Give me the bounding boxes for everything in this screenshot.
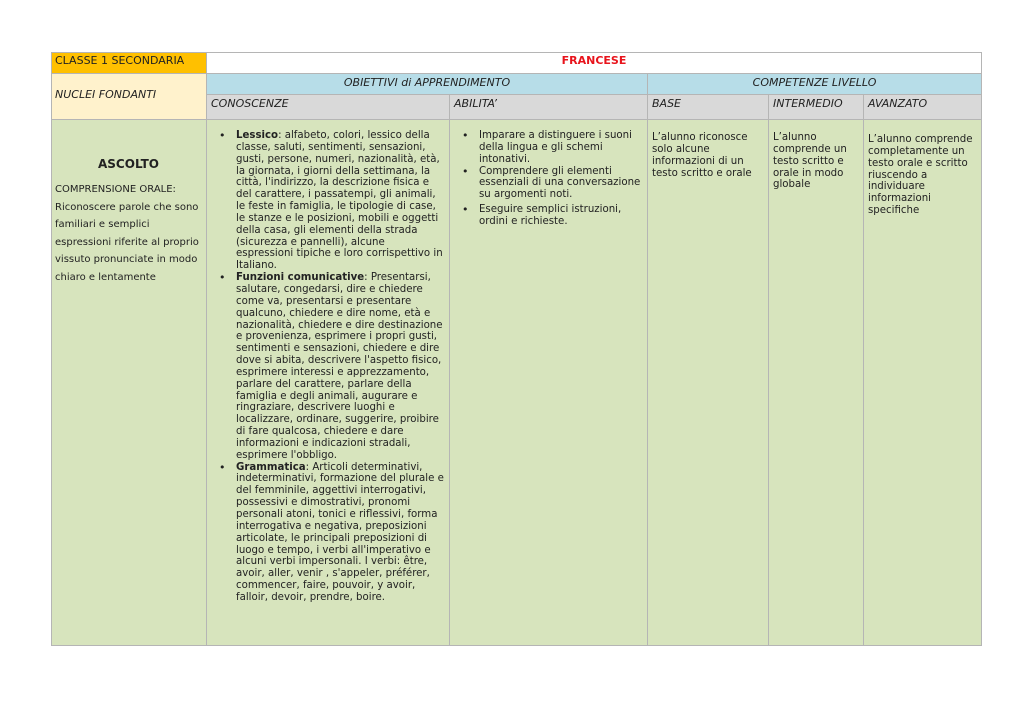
list-item-term: Funzioni comunicative: [236, 272, 365, 284]
base-label: BASE: [652, 97, 682, 110]
materia-title: FRANCESE: [561, 54, 627, 67]
classe-cell: [51, 52, 207, 74]
conoscenze-header: [207, 95, 450, 120]
list-item: [211, 130, 445, 272]
list-item-text: : Presentarsi, salutare, congedarsi, dire e chiedere come va, presentarsi e presentare qualcuno, chiedere e dire nome, età e nazionalità, chiedere e dire destinazione e provenienza, esprimere i propri gusti, sentimenti e sensazioni, chiedere e dire dove si abita, descrivere l'aspetto fisico, esprimere interessi e apprezzamento, parlare del carattere, parlare della famiglia e degli animali, augurare e ringraziare, descrivere luoghi e localizzare, ordinare, suggerire, proibire di fare qualcosa, chiedere e dare informazioni e indicazioni stradali, esprimere l'obbligo.: [236, 272, 443, 461]
list-item: [211, 462, 445, 604]
nucleo-cell: [51, 120, 207, 646]
abilita-cell: [450, 120, 648, 646]
list-item-term: Lessico: [236, 130, 279, 141]
base-cell: [648, 120, 769, 646]
obiettivi-label: OBIETTIVI di APPRENDIMENTO: [343, 76, 511, 89]
competenze-header: [648, 74, 982, 95]
abilita-header: [450, 95, 648, 120]
avanzato-text: L’alunno comprende completamente un testo orale e scritto riuscendo a individuare informazioni specifiche: [868, 134, 973, 217]
intermedio-text: L’alunno comprende un testo scritto e orale in modo globale: [773, 132, 847, 191]
competenze-label: COMPETENZE LIVELLO: [752, 76, 877, 89]
list-item: [454, 166, 643, 202]
base-text: L’alunno riconosce solo alcune informazioni di un testo scritto e orale: [652, 132, 752, 179]
list-item-term: Grammatica: [236, 461, 306, 473]
nucleo-description: Riconoscere parole che sono familiari e semplici espressioni riferite al proprio vissuto pronunciate in modo chiaro e lentamente: [55, 201, 199, 283]
avanzato-header: [864, 95, 982, 120]
list-item: [454, 130, 643, 166]
curriculum-table: [51, 52, 982, 646]
nucleo-title: ASCOLTO: [98, 157, 159, 171]
list-item: [454, 204, 643, 228]
conoscenze-label: CONOSCENZE: [211, 97, 289, 110]
nuclei-header-cell: [51, 74, 207, 120]
intermedio-header: [769, 95, 864, 120]
abilita-list: [454, 130, 643, 228]
list-item-text: : alfabeto, colori, lessico della classe, saluti, sentimenti, sensazioni, gusti, persone, numeri, nazionalità, età, la giornata, i giorni della settimana, la città, l'indirizzo, la descrizione fisica e del carattere, i passatempi, gli animali, le feste in famiglia, le tipologie di case, le stanze e le posizioni, mobili e oggetti della casa, gli elementi della strada (sicurezza e pannelli), alcune espressioni tipiche e loro corrispettivo in Italiano.: [236, 130, 443, 272]
list-item-text: : Articoli determinativi, indeterminativi, formazione del plurale e del femminile, aggettivi interrogativi, possessivi e dimostrativi, pronomi personali atoni, tonici e riflessivi, forma interrogativa e negativa, preposizioni articolate, le principali preposizioni di luogo e tempo, i verbi all'imperativo e alcuni verbi impersonali. I verbi: être, avoir, aller, venir , s'appeler, préférer, commencer, faire, pouvoir, y avoir, falloir, devoir, prendre, boire.: [236, 461, 444, 603]
list-item-text: Comprendere gli elementi essenziali di una conversazione su argomenti noti.: [479, 165, 641, 201]
list-item: [211, 272, 445, 462]
materia-cell: [207, 52, 982, 74]
nuclei-label: NUCLEI FONDANTI: [55, 88, 157, 101]
conoscenze-cell: [207, 120, 450, 646]
list-item-text: Eseguire semplici istruzioni, ordini e richieste.: [479, 204, 622, 227]
avanzato-label: AVANZATO: [868, 97, 928, 110]
abilita-label: ABILITA’: [454, 97, 497, 110]
avanzato-cell: [864, 120, 982, 646]
obiettivi-header: [207, 74, 648, 95]
intermedio-label: INTERMEDIO: [773, 97, 843, 110]
conoscenze-list: [211, 130, 445, 604]
classe-label: CLASSE 1 SECONDARIA: [55, 54, 185, 67]
list-item-text: Imparare a distinguere i suoni della lingua e gli schemi intonativi.: [479, 130, 632, 165]
intermedio-cell: [769, 120, 864, 646]
base-header: [648, 95, 769, 120]
nucleo-subtitle: COMPRENSIONE ORALE:: [55, 184, 176, 195]
